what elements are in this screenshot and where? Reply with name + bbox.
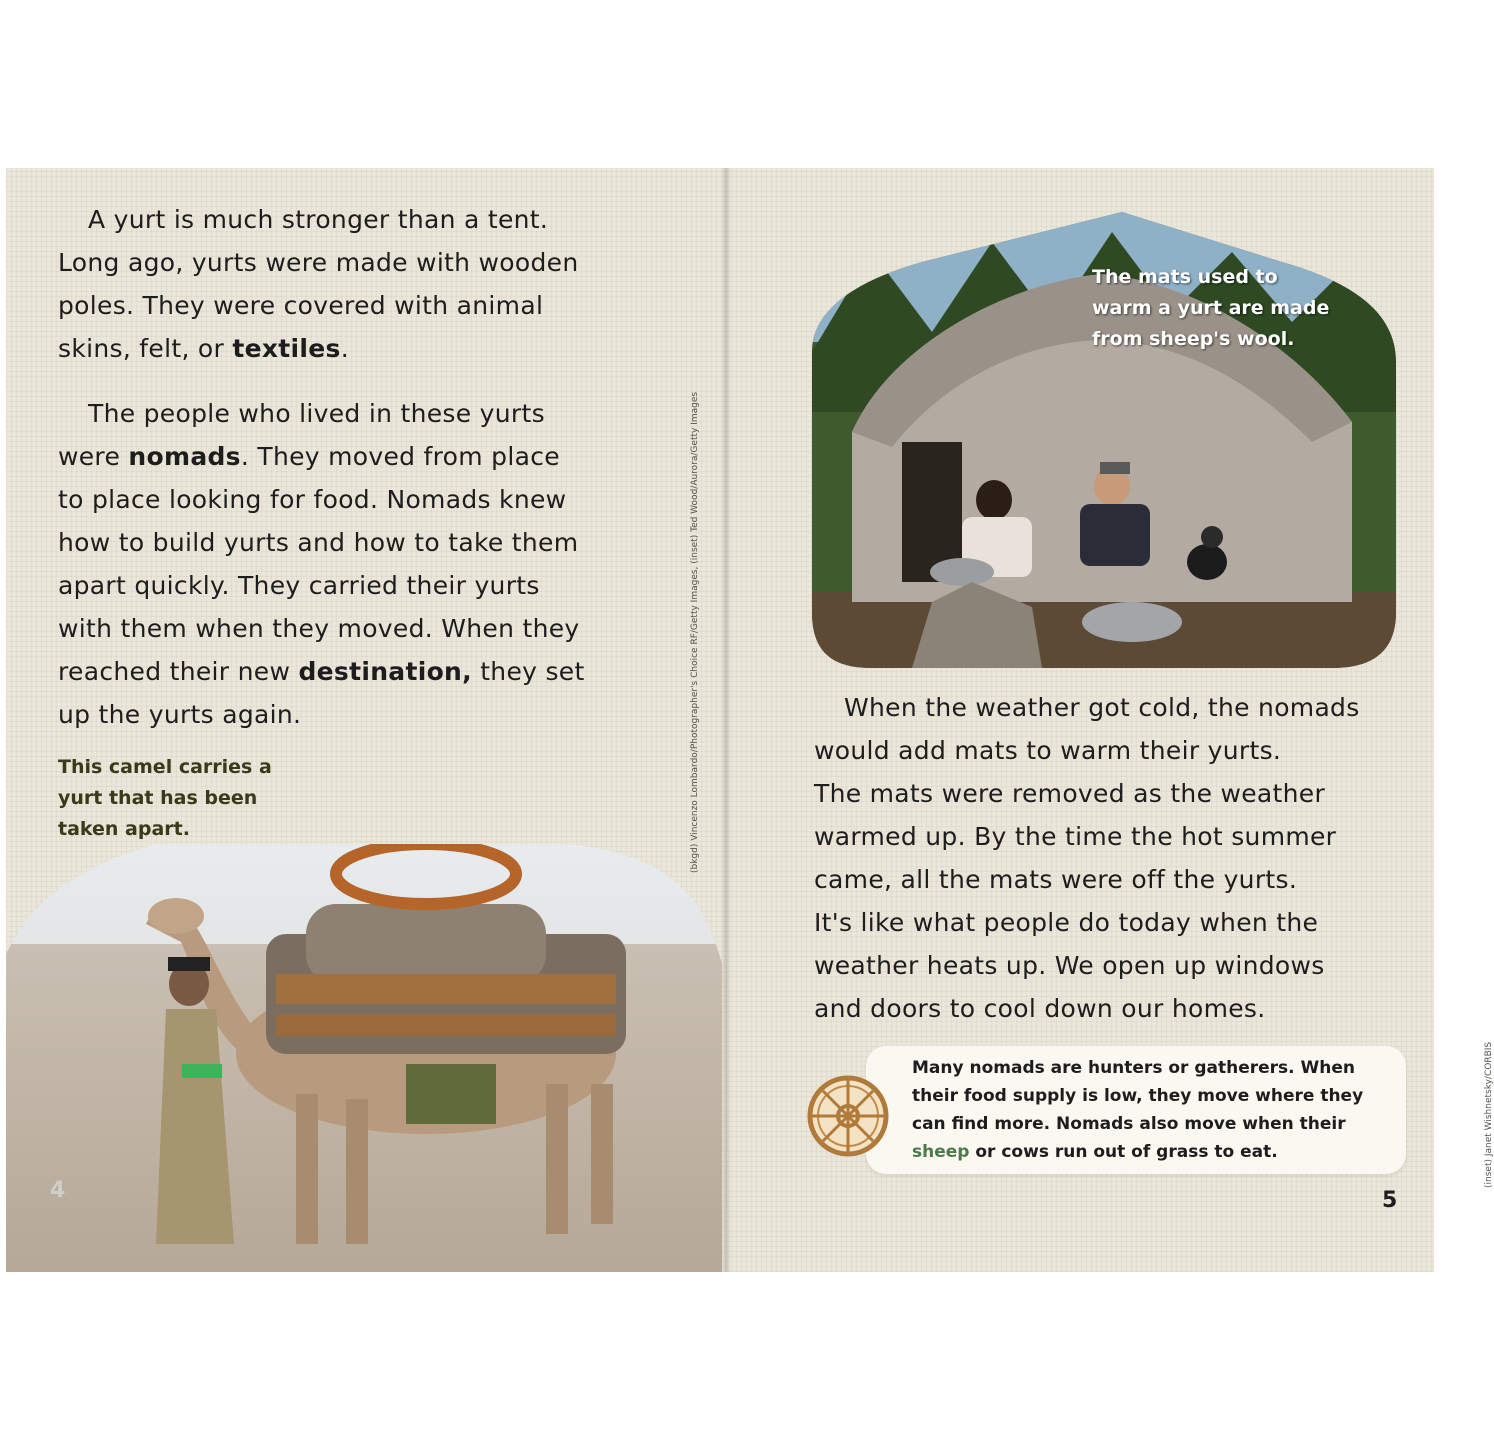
camel-illustration — [6, 824, 722, 1272]
text-line: Long ago, yurts were made with wooden — [58, 248, 579, 277]
text-line: how to build yurts and how to take them — [58, 528, 579, 557]
paragraph-nomads — [58, 392, 658, 736]
photo-credit-left: (bkgd) Vincenzo Lombardo/Photographer's Choice RF/Getty Images, (inset) Ted Wood/Aurora/Getty Images — [690, 391, 700, 873]
yurt-photo-caption: The mats used to warm a yurt are made from sheep's wool. — [1092, 266, 1330, 350]
left-page — [6, 168, 722, 1272]
text-line: skins, felt, or textiles. — [58, 334, 349, 363]
text-line: weather heats up. We open up windows — [814, 951, 1325, 980]
page-number-left: 4 — [50, 1178, 66, 1203]
text-line: The mats were removed as the weather — [814, 779, 1326, 808]
text-line: apart quickly. They carried their yurts — [58, 571, 540, 600]
photo-credit-right: (inset) Janet Wishnetsky/CORBIS — [1484, 1041, 1494, 1188]
vocab-destination: destination, — [298, 657, 472, 686]
text-line: The people who lived in these yurts — [88, 399, 545, 428]
text-line: were nomads. They moved from place — [58, 442, 560, 471]
text-line: and doors to cool down our homes. — [814, 994, 1266, 1023]
text-line: It's like what people do today when the — [814, 908, 1319, 937]
yurt-wheel-icon — [806, 1074, 890, 1158]
fact-text: Many nomads are hunters or gatherers. When their food supply is low, they move where they can find more. Nomads also move when their sheep or cows run out of grass to eat. — [912, 1058, 1364, 1162]
camel-photo-caption: This camel carries a yurt that has been taken apart. — [58, 756, 272, 840]
vocab-nomads: nomads — [128, 442, 241, 471]
text-line: When the weather got cold, the nomads — [844, 693, 1360, 722]
text-line: reached their new destination, they set — [58, 657, 585, 686]
text-line: warmed up. By the time the hot summer — [814, 822, 1337, 851]
book-spread — [6, 168, 1494, 1272]
text-line: with them when they moved. When they — [58, 614, 580, 643]
vocab-textiles: textiles — [232, 334, 341, 363]
text-line: up the yurts again. — [58, 700, 302, 729]
highlight-sheep: sheep — [912, 1142, 970, 1162]
paragraph-yurt-strength — [58, 198, 658, 370]
text-line: to place looking for food. Nomads knew — [58, 485, 567, 514]
text-line: would add mats to warm their yurts. — [814, 736, 1282, 765]
camel-photo — [6, 824, 722, 1272]
book-gutter — [722, 168, 730, 1272]
text-line: poles. They were covered with animal — [58, 291, 544, 320]
text-line: A yurt is much stronger than a tent. — [88, 205, 549, 234]
right-page — [730, 168, 1494, 1272]
paragraph-mats — [814, 686, 1414, 1030]
text-line: came, all the mats were off the yurts. — [814, 865, 1298, 894]
page-number-right: 5 — [1382, 1188, 1398, 1213]
